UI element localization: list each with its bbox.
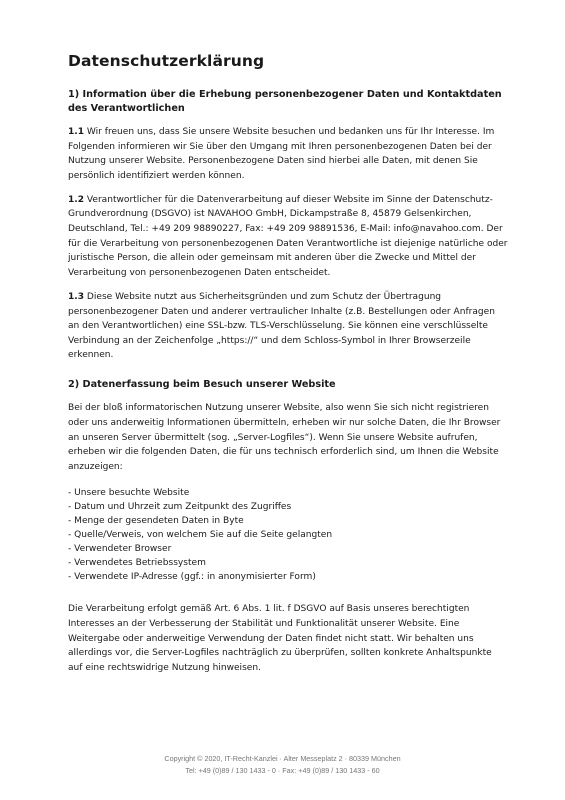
list-item: - Unsere besuchte Website xyxy=(68,488,190,499)
paragraph-number: 1.3 xyxy=(68,291,85,302)
footer-copyright: Copyright © 2020, IT-Recht-Kanzlei · Alter Messeplatz 2 · 80339 München xyxy=(164,754,401,763)
list-item: - Verwendete IP-Adresse (ggf.: in anonymisierter Form) xyxy=(68,572,316,583)
paragraph-text: Wir freuen uns, dass Sie unsere Website besuchen und bedanken uns für Ihr Interesse. Im Folgenden informieren wir Sie über den Umgang mit Ihren personenbezogenen Daten bei der Nutzung unserer Website. Personenbezogene Daten sind hierbei alle Daten, mit denen Sie persönlich identifiziert werden können. xyxy=(68,127,495,181)
section-2-heading: 2) Datenerfassung beim Besuch unserer Website xyxy=(68,379,336,391)
page-footer xyxy=(0,753,565,777)
paragraph-1-3 xyxy=(68,290,508,363)
section-1-heading: 1) Information über die Erhebung personenbezogener Daten und Kontaktdaten des Verantwortlichen xyxy=(68,89,502,114)
paragraph-number: 1.2 xyxy=(68,194,85,205)
logfile-data-list xyxy=(68,486,508,584)
document-title: Datenschutzerklärung xyxy=(68,52,265,70)
list-item: - Verwendeter Browser xyxy=(68,544,172,555)
list-item: - Datum und Uhrzeit zum Zeitpunkt des Zugriffes xyxy=(68,502,292,513)
paragraph-text: Verantwortlicher für die Datenverarbeitung auf dieser Website im Sinne der Datenschutz-Grundverordnung (DSGVO) ist NAVAHOO GmbH, Dickampstraße 8, 45879 Gelsenkirchen, Deutschland, Tel.: +49 209 98890227, Fax: +49 209 98891536, E-Mail: info@navahoo.com. Der für die Verarbeitung von personenbezogenen Daten Verantwortliche ist diejenige natürliche oder juristische Person, die allein oder gemeinsam mit anderen über die Zwecke und Mittel der Verarbeitung von personenbezogenen Daten entscheidet. xyxy=(68,194,508,278)
paragraph-1-2 xyxy=(68,193,508,281)
list-item: - Menge der gesendeten Daten in Byte xyxy=(68,516,244,527)
paragraph-text: Diese Website nutzt aus Sicherheitsgründen und zum Schutz der Übertragung personenbezogener Daten und anderer vertraulicher Inhalte (z.B. Bestellungen oder Anfragen an den Verantwortlichen) eine SSL-bzw. TLS-Verschlüsselung. Sie können eine verschlüsselte Verbindung an der Zeichenfolge „https://“ und dem Schloss-Symbol in Ihrer Browserzeile erkennen. xyxy=(68,291,495,361)
list-item: - Quelle/Verweis, von welchem Sie auf die Seite gelangten xyxy=(68,530,333,541)
paragraph-number: 1.1 xyxy=(68,127,85,137)
paragraph-1-1 xyxy=(68,125,508,183)
footer-contact: Tel: +49 (0)89 / 130 1433 - 0 · Fax: +49 (0)89 / 130 1433 - 60 xyxy=(185,766,380,775)
section-2-closing: Die Verarbeitung erfolgt gemäß Art. 6 Abs. 1 lit. f DSGVO auf Basis unseres berechtigten Interesses an der Verbesserung der Stabilität und Funktionalität unserer Website. Eine Weitergabe oder anderweitige Verwendung der Daten findet nicht statt. Wir behalten uns allerdings vor, die Server-Logfiles nachträglich zu überprüfen, sollten konkrete Anhaltspunkte auf eine rechtswidrige Nutzung hinweisen. xyxy=(68,604,492,673)
list-item: - Verwendetes Betriebssystem xyxy=(68,558,206,569)
document-page xyxy=(68,52,508,685)
section-2-intro: Bei der bloß informatorischen Nutzung unserer Website, also wenn Sie sich nicht registrieren oder uns anderweitig Informationen übermitteln, erheben wir nur solche Daten, die Ihr Browser an unseren Server übermittelt (sog. „Server-Logfiles“). Wenn Sie unsere Website aufrufen, erheben wir die folgenden Daten, die für uns technisch erforderlich sind, um Ihnen die Website anzuzeigen: xyxy=(68,403,501,472)
